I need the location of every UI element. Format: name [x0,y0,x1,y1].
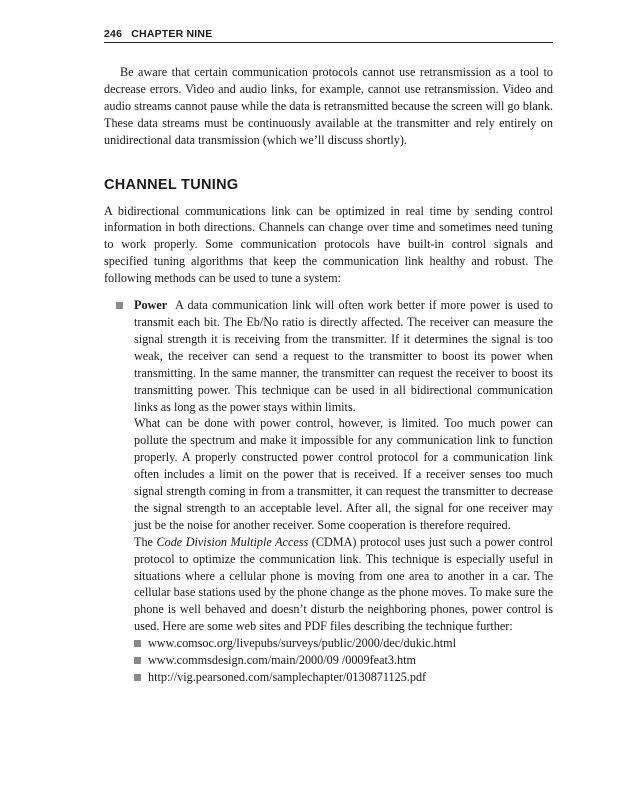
link-text[interactable]: www.comsoc.org/livepubs/surveys/public/2000/dec/dukic.html [148,636,457,651]
link-item[interactable] [134,669,553,686]
bullet-paragraph-1: A data communication link will often work better if more power is used to transmit each bit. The Eb/No ratio is directly affected. The receiver can measure the signal strength it is receiving from the transmitter. If it determines the signal is too weak, the receiver can send a request to the transmitter to boost its power when transmitting. In the same manner, the transmitter can request the receiver to boost its transmitting power. This technique can be used in all bidirectional communication links as long as the power stays within limits. [134,298,553,414]
para3-suffix: (CDMA) protocol uses just such a power control protocol to optimize the communication link. This technique is especially useful in situations where a cellular phone is moving from one area to another in a car. The cellular base stations used by the phone change as the phone moves. To make sure the phone is well behaved and doesn’t disturb the neighboring phones, power control is used. Here are some web sites and PDF files describing the technique further: [134,534,553,634]
running-header [104,28,553,43]
section-heading: CHANNEL TUNING [104,176,239,193]
cdma-term: Code Division Multiple Access [156,534,309,549]
page-number: 246 [104,28,123,40]
link-text[interactable]: http://vig.pearsoned.com/samplechapter/0130871125.pdf [148,670,427,684]
tuning-methods-list [104,297,553,686]
list-item-power [104,297,553,686]
bullet-square-icon [134,674,141,681]
link-text[interactable]: www.commsdesign.com/main/2000/09 /0009feat3.htm [148,653,416,668]
bullet-paragraph-3 [134,534,553,635]
page-body [104,64,553,686]
intro-paragraph: Be aware that certain communication protocols cannot use retransmission as a tool to decrease errors. Video and audio links, for example, cannot use retransmission. Video and audio streams cannot pause while the data is retransmitted because the screen will go blank. These data streams must be continuously available at the transmitter and rely entirely on unidirectional data transmission (which we’ll discuss shortly). [104,65,553,147]
bullet-square-icon [134,640,141,647]
reference-links-list [134,635,553,686]
bullet-paragraph-2: What can be done with power control, however, is limited. Too much power can pollute the spectrum and make it impossible for any communication link to function properly. A properly constructed power control protocol for a communication link often includes a limit on the power that is received. If a receiver senses too much signal strength coming in from a transmitter, it can request the transmitter to decrease the signal strength to an acceptable level. After all, the signal for one receiver may just be the noise for another receiver. Some cooperation is therefore required. [134,416,553,532]
link-item[interactable] [134,652,553,669]
link-item[interactable] [134,635,553,652]
chapter-title: CHAPTER NINE [131,28,213,40]
bullet-term: Power [134,298,168,313]
section-paragraph: A bidirectional communications link can be optimized in real time by sending control information in both directions. Channels can change over time and sometimes need tuning to work properly. Some communication protocols have built-in control signals and specified tuning algorithms that keep the communication link healthy and robust. The following methods can be used to tune a system: [104,203,553,286]
bullet-square-icon [116,302,123,309]
bullet-square-icon [134,657,141,664]
para3-prefix: The [134,534,157,549]
